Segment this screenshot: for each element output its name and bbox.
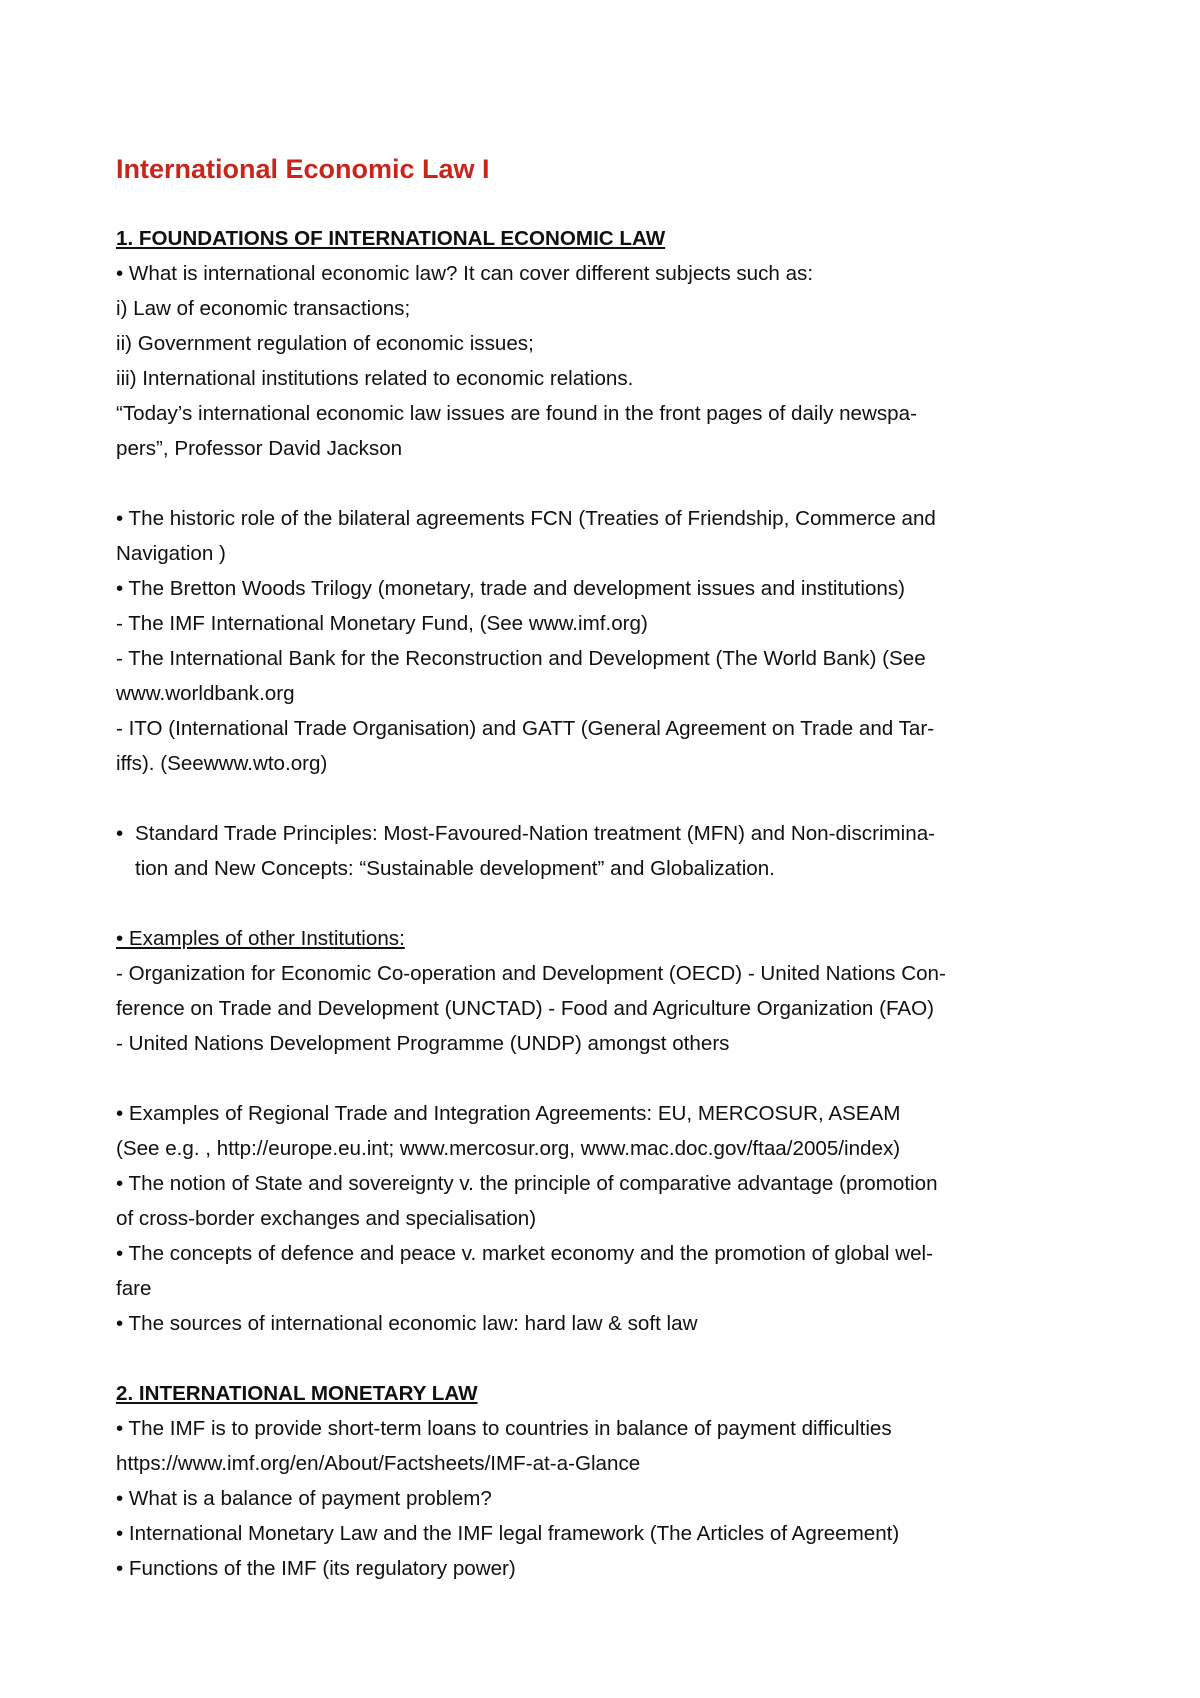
institutions-block [116, 921, 1116, 1061]
history-block [116, 501, 1116, 781]
text-line: iii) International institutions related to economic relations. [116, 367, 634, 390]
text-line: • The historic role of the bilateral agreements FCN (Treaties of Friendship, Commerce and [116, 507, 936, 530]
monetary-block [116, 1411, 1116, 1586]
text-line: i) Law of economic transactions; [116, 297, 411, 320]
text-line: - The IMF International Monetary Fund, (See www.imf.org) [116, 612, 648, 635]
text-line: • The notion of State and sovereignty v. the principle of comparative advantage (promotion [116, 1172, 938, 1195]
text-line: • What is international economic law? It can cover different subjects such as: [116, 262, 814, 285]
text-line: www.worldbank.org [116, 682, 295, 705]
intro-block [116, 256, 1116, 466]
document-body [116, 221, 1116, 1586]
text-line: - United Nations Development Programme (UNDP) amongst others [116, 1032, 730, 1055]
text-line: - The International Bank for the Reconstruction and Development (The World Bank) (See [116, 647, 926, 670]
text-line: Standard Trade Principles: Most-Favoured-Nation treatment (MFN) and Non-discrimina- [135, 822, 936, 845]
text-line: of cross-border exchanges and specialisation) [116, 1207, 537, 1230]
regional-block [116, 1096, 1116, 1341]
section-heading-foundations: 1. FOUNDATIONS OF INTERNATIONAL ECONOMIC LAW [116, 227, 666, 250]
text-line: iffs). (Seewww.wto.org) [116, 752, 328, 775]
principles-block [116, 816, 1116, 886]
text-line: (See e.g. , http://europe.eu.int; www.mercosur.org, www.mac.doc.gov/ftaa/2005/index) [116, 1137, 901, 1160]
paragraph-spacer [116, 781, 1116, 816]
text-line: • The Bretton Woods Trilogy (monetary, trade and development issues and institutions) [116, 577, 906, 600]
paragraph-spacer [116, 1341, 1116, 1376]
text-line: • What is a balance of payment problem? [116, 1487, 492, 1510]
bullet-line-continuation [116, 851, 1116, 886]
text-line: • Functions of the IMF (its regulatory power) [116, 1557, 516, 1580]
text-line: - Organization for Economic Co-operation and Development (OECD) - United Nations Con- [116, 962, 946, 985]
text-line: https://www.imf.org/en/About/Factsheets/IMF-at-a-Glance [116, 1452, 641, 1475]
text-line: ii) Government regulation of economic issues; [116, 332, 534, 355]
text-line: Navigation ) [116, 542, 226, 565]
text-line: “Today’s international economic law issues are found in the front pages of daily newspa- [116, 402, 917, 425]
paragraph-spacer [116, 466, 1116, 501]
text-line: fare [116, 1277, 152, 1300]
text-line: • The sources of international economic law: hard law & soft law [116, 1312, 698, 1335]
text-line: • The IMF is to provide short-term loans to countries in balance of payment difficulties [116, 1417, 892, 1440]
text-line: ference on Trade and Development (UNCTAD) - Food and Agriculture Organization (FAO) [116, 997, 935, 1020]
text-line: • Examples of Regional Trade and Integration Agreements: EU, MERCOSUR, ASEAM [116, 1102, 901, 1125]
text-line: • The concepts of defence and peace v. market economy and the promotion of global wel- [116, 1242, 933, 1265]
document-title: International Economic Law I [116, 154, 490, 184]
institutions-heading: • Examples of other Institutions: [116, 927, 405, 950]
bullet-indent [116, 851, 135, 886]
bullet-line [116, 816, 1116, 851]
text-line: - ITO (International Trade Organisation) and GATT (General Agreement on Trade and Tar- [116, 717, 935, 740]
section-heading-monetary: 2. INTERNATIONAL MONETARY LAW [116, 1382, 478, 1405]
paragraph-spacer [116, 886, 1116, 921]
text-line: • International Monetary Law and the IMF legal framework (The Articles of Agreement) [116, 1522, 900, 1545]
paragraph-spacer [116, 1061, 1116, 1096]
text-line: tion and New Concepts: “Sustainable development” and Globalization. [135, 857, 775, 880]
bullet-icon: • [116, 822, 124, 845]
text-line: pers”, Professor David Jackson [116, 437, 403, 460]
